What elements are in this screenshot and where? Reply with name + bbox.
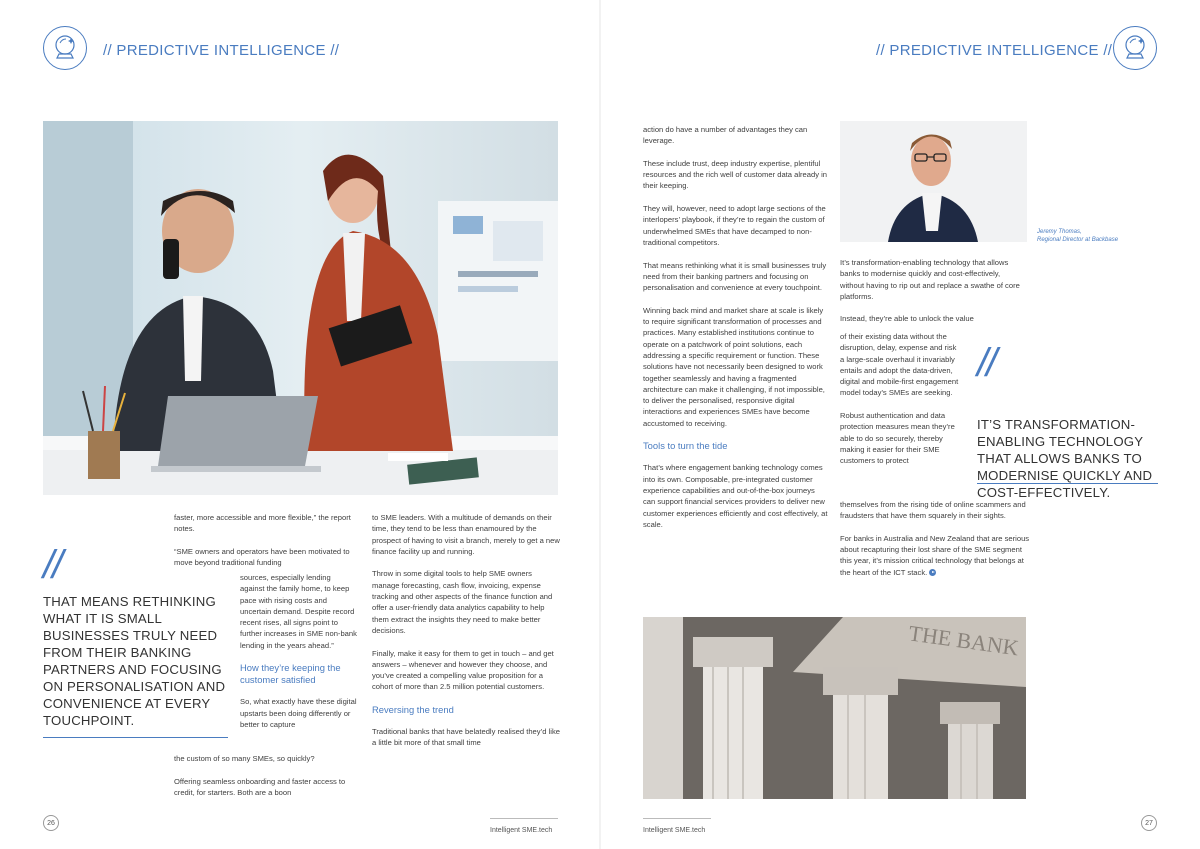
paragraph-text: For banks in Australia and New Zealand that are serious about recapturing their lost share of the SME segment this year, it’s mission critical technology that belongs at the heart of the ICT stack. (840, 533, 1030, 577)
subheading: How they’re keeping the customer satisfied (240, 662, 341, 686)
paragraph: action do have a number of advantages they can leverage. (643, 125, 808, 146)
paragraph: to SME leaders. With a multitude of demands on their time, they tend to be less than enamoured by the prospect of having to visit a branch, merely to get a new finance facility up and running. (372, 513, 560, 556)
article-end-icon (929, 569, 936, 576)
paragraph: themselves from the rising tide of online scammers and fraudsters that have them squarely in their sights. (840, 500, 1026, 521)
left-column-1-wrap (240, 572, 357, 730)
office-meeting-photo (43, 121, 558, 495)
paragraph: the custom of so many SMEs, so quickly? (174, 754, 315, 763)
paragraph: faster, more accessible and more flexible,” the report notes. (174, 513, 351, 534)
right-column-1 (643, 124, 828, 541)
portrait-caption (1037, 228, 1118, 244)
subheading: Tools to turn the tide (643, 440, 728, 452)
paragraph: Finally, make it easy for them to get in touch – and get answers – whenever and however they choose, and you’ve created a compelling value proposition for a cohort of more than 2.5 million potential customers. (372, 648, 554, 692)
right-column-2-wrap (840, 331, 962, 467)
left-column-2 (372, 512, 560, 760)
paragraph: Traditional banks that have belatedly realised they’d like a little bit more of that small time (372, 727, 560, 748)
page-number-right: 27 (1141, 815, 1157, 831)
paragraph: “SME owners and operators have been motivated to move beyond traditional funding (174, 546, 350, 568)
paragraph: So, what exactly have these digital upstarts been doing differently or better to capture (240, 697, 357, 729)
paragraph: These include trust, deep industry expertise, plentiful resources and the rich well of customer data already in their keeping. (643, 158, 828, 191)
caption-name: Jeremy Thomas, (1037, 229, 1082, 235)
jeremy-thomas-portrait (840, 121, 1027, 242)
bank-building-photo (643, 617, 1026, 799)
footer-rule-right (643, 818, 711, 819)
crystal-ball-icon (1113, 26, 1157, 70)
pull-quote-rule-left (43, 737, 228, 738)
pull-quote-slash-left: // (43, 543, 62, 587)
right-column-2 (840, 257, 1025, 325)
paragraph: That means rethinking what it is small businesses truly need from their banking partners and focusing on personalisation and convenience at every touchpoint. (643, 260, 827, 293)
paragraph: Robust authentication and data protection measures mean they’re able to do so securely, thereby making it easier for their SME customers to protect (840, 411, 955, 466)
building-sign-text: THE BANK (907, 620, 1021, 661)
crystal-ball-icon (43, 26, 87, 70)
paragraph: of their existing data without the disruption, delay, expense and risk a large-scale overhaul it invariably entails and adopt the data-driven, digital and mobile-first engagement model today’s SMEs are seeking. (840, 332, 959, 398)
left-column-1-bottom (174, 753, 364, 809)
pull-quote-left: THAT MEANS RETHINKING WHAT IT IS SMALL BUSINESSES TRULY NEED FROM THEIR BANKING PARTNERS AND FOCUSING ON PERSONALISATION AND CONVENIENCE AT EVERY TOUCHPOINT. (43, 594, 226, 728)
header-section-title-left: // PREDICTIVE INTELLIGENCE // (103, 42, 340, 59)
footer-publication-left: Intelligent SME.tech (490, 827, 553, 834)
paragraph: That’s where engagement banking technology comes into its own. Composable, pre-integrated customer experience capabilities and out-of-the-box journeys can support financial services providers to deliver new customer experiences efficiently and cost effectively, at scale. (643, 463, 828, 529)
paragraph: Winning back mind and market share at scale is likely to require significant transformation of processes and practices. Many established institutions continue to operate on a patchwork of point solutions, each addressing a specific requirement or function. These solutions have not necessarily been designed to work together seamlessly and having a fragmented architecture can make it challenging, if not impossible, to deliver the personalised, responsive digital interactions and experiences SMEs have become accustomed to receiving. (643, 305, 825, 428)
paragraph (840, 533, 1030, 578)
paragraph: Throw in some digital tools to help SME owners manage forecasting, cash flow, invoicing, expense tracking and other aspects of the finance function and offer a user-friendly data analytics capability to help them extract the insights they need to make better decisions. (372, 569, 553, 635)
paragraph: They will, however, need to adopt large sections of the interlopers’ playbook, if they’re to regain the custom of underwhelmed SMEs that have decamped to non-traditional competitors. (643, 204, 826, 247)
pull-quote-slash-right: // (977, 341, 996, 385)
footer-rule-left (490, 818, 558, 819)
paragraph: It’s transformation-enabling technology that allows banks to modernise quickly and cost-effectively, without having to rip out and replace a swathe of core platforms. (840, 258, 1020, 301)
pull-quote-rule-right (977, 483, 1158, 484)
header-section-title-right: // PREDICTIVE INTELLIGENCE // (876, 42, 1113, 59)
paragraph: sources, especially lending against the family home, to keep pace with rising costs and uncertain demand. Despite record recent rises, all signs point to further increases in SME non-bank lending in the years ahead.” (240, 573, 357, 650)
pull-quote-right: IT’S TRANSFORMATION-ENABLING TECHNOLOGY THAT ALLOWS BANKS TO MODERNISE QUICKLY AND COST-EFFECTIVELY. (977, 417, 1153, 500)
left-column-1 (174, 512, 359, 568)
paragraph: Offering seamless onboarding and faster access to credit, for starters. Both are a boon (174, 776, 346, 797)
paragraph: Instead, they’re able to unlock the value (840, 314, 974, 324)
caption-role: Regional Director at Backbase (1037, 237, 1119, 243)
page-spread-divider (599, 0, 601, 849)
subheading: Reversing the trend (372, 704, 454, 716)
right-column-2-bottom (840, 499, 1030, 578)
footer-publication-right: Intelligent SME.tech (643, 827, 706, 834)
page-number-left: 26 (43, 815, 59, 831)
